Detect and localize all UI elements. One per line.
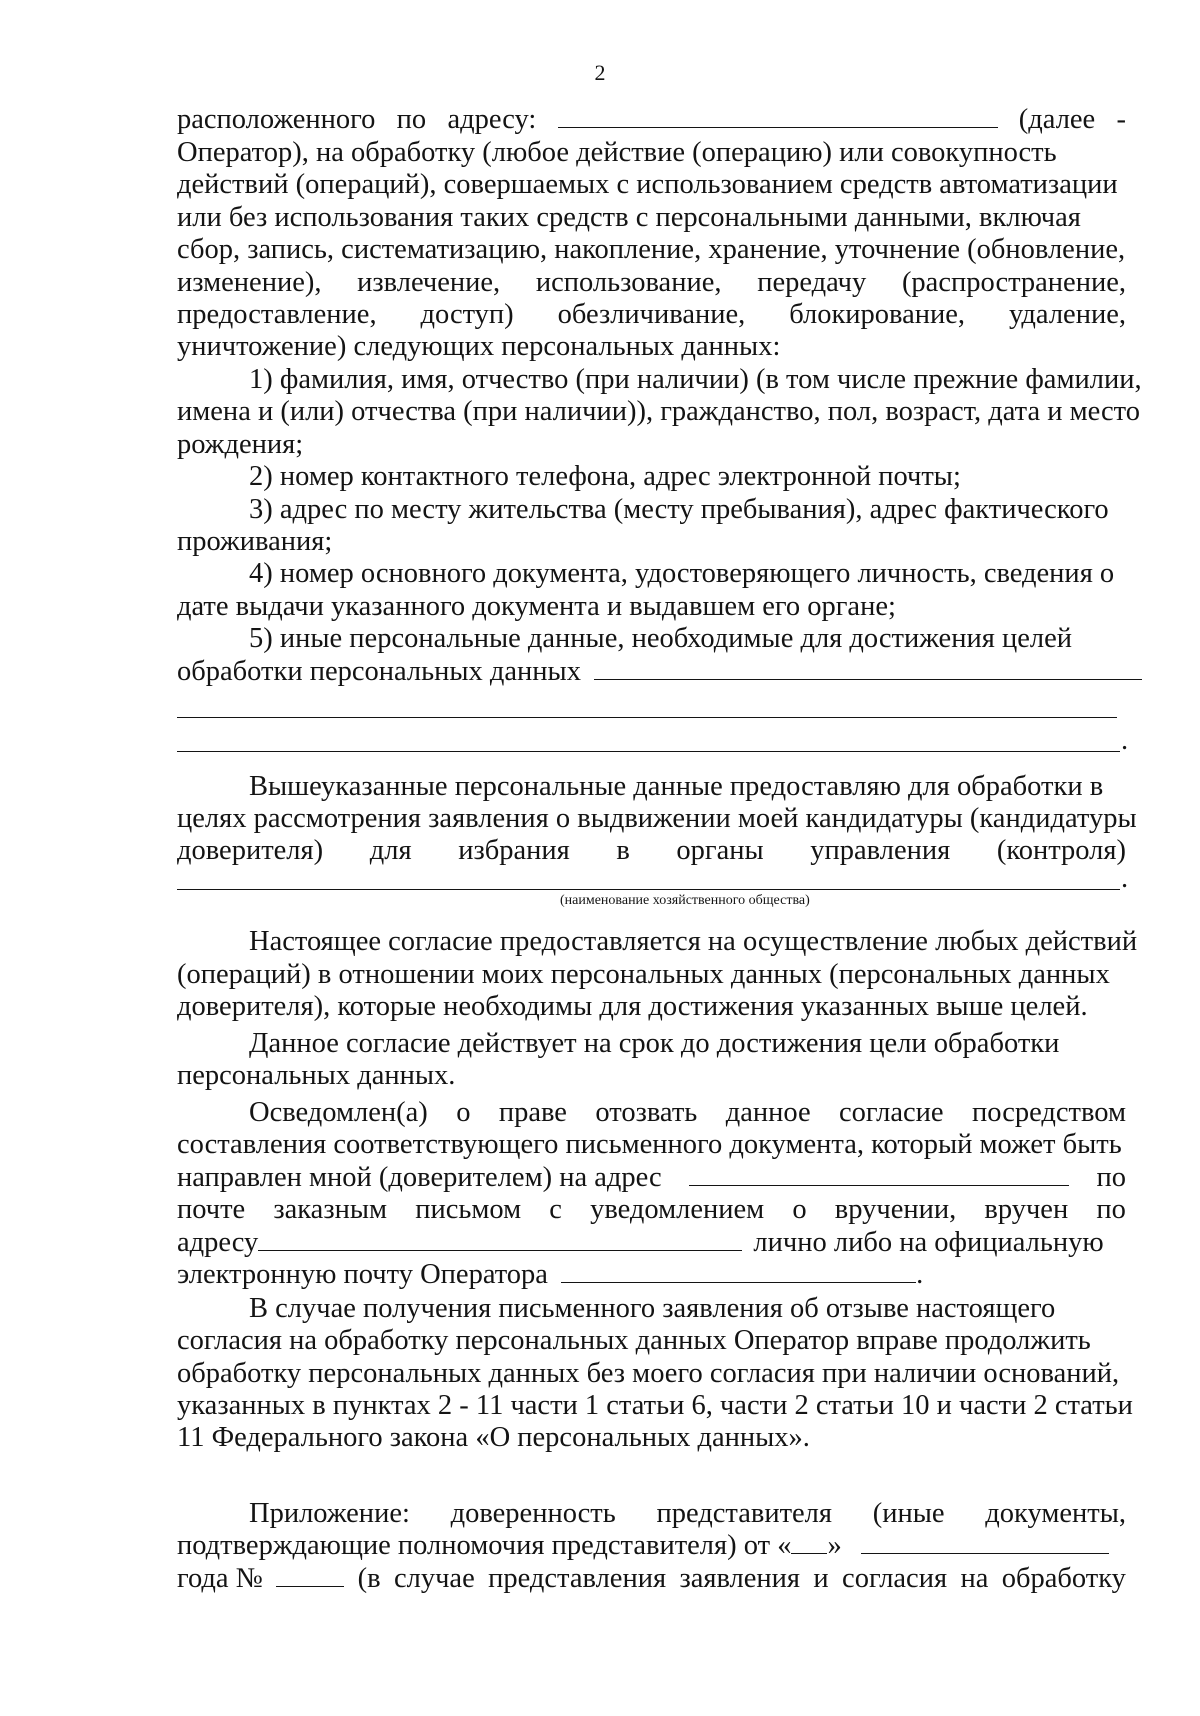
word: доверенность (450, 1498, 616, 1529)
p5-line-5 (177, 1226, 1126, 1259)
word: согласие (839, 1097, 944, 1128)
p2-line-3 (177, 834, 1126, 867)
delivery-address-blank[interactable] (258, 1228, 742, 1251)
word: блокирование, (789, 299, 966, 330)
company-name-blank[interactable] (177, 889, 1120, 890)
word: избрания (458, 835, 570, 866)
word: уведомлением (590, 1194, 765, 1225)
text: обработки персональных данных (177, 656, 581, 687)
p3-line-1: Настоящее согласие предоставляется на осуществление любых действий (249, 926, 1138, 957)
p5-line-6 (177, 1258, 1126, 1291)
list-item-5-line-1: 5) иные персональные данные, необходимые для достижения целей (249, 623, 1072, 654)
list-item-1-line-1: 1) фамилия, имя, отчество (при наличии) (в том числе прежние фамилии, (249, 364, 1142, 395)
p7-line-3 (177, 1562, 1126, 1595)
word: обработку (1001, 1563, 1126, 1594)
text: адресу (177, 1227, 259, 1258)
list-item-1-line-3: рождения; (177, 429, 304, 460)
p6-line-3: обработку персональных данных без моего согласия при наличии оснований, (177, 1358, 1120, 1389)
text: направлен мной (доверителем) на адрес (177, 1162, 662, 1193)
p5-line-1 (249, 1096, 1126, 1129)
word: Приложение: (249, 1498, 410, 1529)
list-item-3-line-1: 3) адрес по месту жительства (месту пребывания), адрес фактического (249, 494, 1109, 525)
word: изменение), (177, 267, 322, 298)
word: (иные (872, 1498, 945, 1529)
word: посредством (971, 1097, 1126, 1128)
word: вручен (984, 1194, 1069, 1225)
operator-email-blank[interactable] (561, 1260, 916, 1283)
p1-line-3: действий (операций), совершаемых с использованием средств автоматизации (177, 169, 1118, 200)
word: в (616, 835, 630, 866)
word: Осведомлен(а) (249, 1097, 428, 1128)
word: (в (357, 1563, 381, 1594)
word: управления (810, 835, 951, 866)
text: по (396, 104, 427, 135)
text: расположенного (177, 104, 376, 135)
word: заявления (679, 1563, 801, 1594)
word: на (960, 1563, 989, 1594)
text: адресу: (447, 104, 537, 135)
word: представления (488, 1563, 667, 1594)
p6-line-5: 11 Федерального закона «О персональных данных». (177, 1422, 810, 1453)
word: доступ) (420, 299, 514, 330)
text: года № (177, 1563, 263, 1594)
other-data-blank-2[interactable] (177, 717, 1117, 718)
p7-line-2 (177, 1529, 1126, 1562)
p6-line-1: В случае получения письменного заявления об отзыве настоящего (249, 1293, 1056, 1324)
p2-end-period: . (1121, 863, 1129, 894)
p3-line-2: (операций) в отношении моих персональных данных (персональных данных (177, 959, 1110, 990)
p6-line-2: согласия на обработку персональных данных Оператор вправе продолжить (177, 1325, 1091, 1356)
word: доверителя) (177, 835, 324, 866)
list-item-2: 2) номер контактного телефона, адрес электронной почты; (249, 461, 961, 492)
operator-address-blank[interactable] (558, 105, 998, 128)
word: заказным (273, 1194, 388, 1225)
p4-line-2: персональных данных. (177, 1060, 456, 1091)
word: передачу (757, 267, 867, 298)
list-end-period: . (1121, 725, 1129, 756)
p5-line-3 (177, 1161, 1126, 1194)
word: и (813, 1563, 829, 1594)
word: предоставление, (177, 299, 377, 330)
list-item-5-line-2 (177, 655, 1126, 688)
text: по (1096, 1162, 1126, 1193)
word: удаление, (1008, 299, 1126, 330)
word: данное (725, 1097, 811, 1128)
word: использование, (535, 267, 722, 298)
word: случае (393, 1563, 475, 1594)
p1-line-6 (177, 266, 1126, 299)
text: (далее (1018, 104, 1096, 135)
text: лично либо на официальную (753, 1227, 1104, 1258)
p5-line-2: составления соответствующего письменного документа, который может быть (177, 1129, 1122, 1160)
word: органы (676, 835, 764, 866)
p1-line-2: Оператор), на обработку (любое действие (операцию) или совокупность (177, 137, 1057, 168)
list-item-4-line-2: дате выдачи указанного документа и выдавшем его органе; (177, 591, 896, 622)
date-month-blank[interactable] (861, 1531, 1109, 1554)
word: письмом (415, 1194, 522, 1225)
word: для (369, 835, 412, 866)
word: (распространение, (901, 267, 1126, 298)
text: » (827, 1530, 842, 1561)
word: почте (177, 1194, 246, 1225)
word: документы, (985, 1498, 1126, 1529)
date-day-blank[interactable] (791, 1531, 827, 1554)
p7-line-1 (249, 1497, 1126, 1530)
word: извлечение, (357, 267, 501, 298)
word: согласия (842, 1563, 948, 1594)
p1-line-5: сбор, запись, систематизацию, накопление, хранение, уточнение (обновление, (177, 234, 1126, 265)
list-item-3-line-2: проживания; (177, 526, 333, 557)
list-item-4-line-1: 4) номер основного документа, удостоверяющего личность, сведения о (249, 558, 1115, 589)
text: - (1116, 104, 1126, 135)
p1-line-1 (177, 103, 1126, 136)
word: вручении, (834, 1194, 957, 1225)
p2-line-2: целях рассмотрения заявления о выдвижении моей кандидатуры (кандидатуры (177, 803, 1137, 834)
p1-line-8: уничтожение) следующих персональных данных: (177, 331, 781, 362)
word: о (792, 1194, 807, 1225)
word: обезличивание, (557, 299, 746, 330)
p6-line-4: указанных в пунктах 2 - 11 части 1 статьи 6, части 2 статьи 10 и части 2 статьи (177, 1390, 1133, 1421)
p2-line-1: Вышеуказанные персональные данные предоставляю для обработки в (249, 771, 1104, 802)
p4-line-1: Данное согласие действует на срок до достижения цели обработки (249, 1028, 1060, 1059)
company-name-caption: (наименование хозяйственного общества) (560, 893, 810, 908)
word: отозвать (595, 1097, 698, 1128)
word: (контроля) (996, 835, 1126, 866)
page-number: 2 (594, 60, 606, 85)
word: по (1096, 1194, 1126, 1225)
text: электронную почту Оператора (177, 1259, 548, 1290)
text: . (916, 1259, 924, 1290)
word: представителя (656, 1498, 833, 1529)
document-number-blank[interactable] (276, 1564, 344, 1587)
other-data-blank-3[interactable] (177, 751, 1120, 752)
p1-line-4: или без использования таких средств с персональными данными, включая (177, 202, 1081, 233)
revocation-address-blank[interactable] (689, 1163, 1069, 1186)
p5-line-4 (177, 1193, 1126, 1226)
word: о (456, 1097, 471, 1128)
p1-line-7 (177, 298, 1126, 331)
text: подтверждающие полномочия представителя) от « (177, 1530, 792, 1561)
word: праве (498, 1097, 567, 1128)
p3-line-3: доверителя), которые необходимы для достижения указанных выше целей. (177, 991, 1088, 1022)
other-data-blank-1[interactable] (594, 657, 1142, 680)
word: с (549, 1194, 562, 1225)
list-item-1-line-2: имена и (или) отчества (при наличии)), гражданство, пол, возраст, дата и место (177, 396, 1140, 427)
